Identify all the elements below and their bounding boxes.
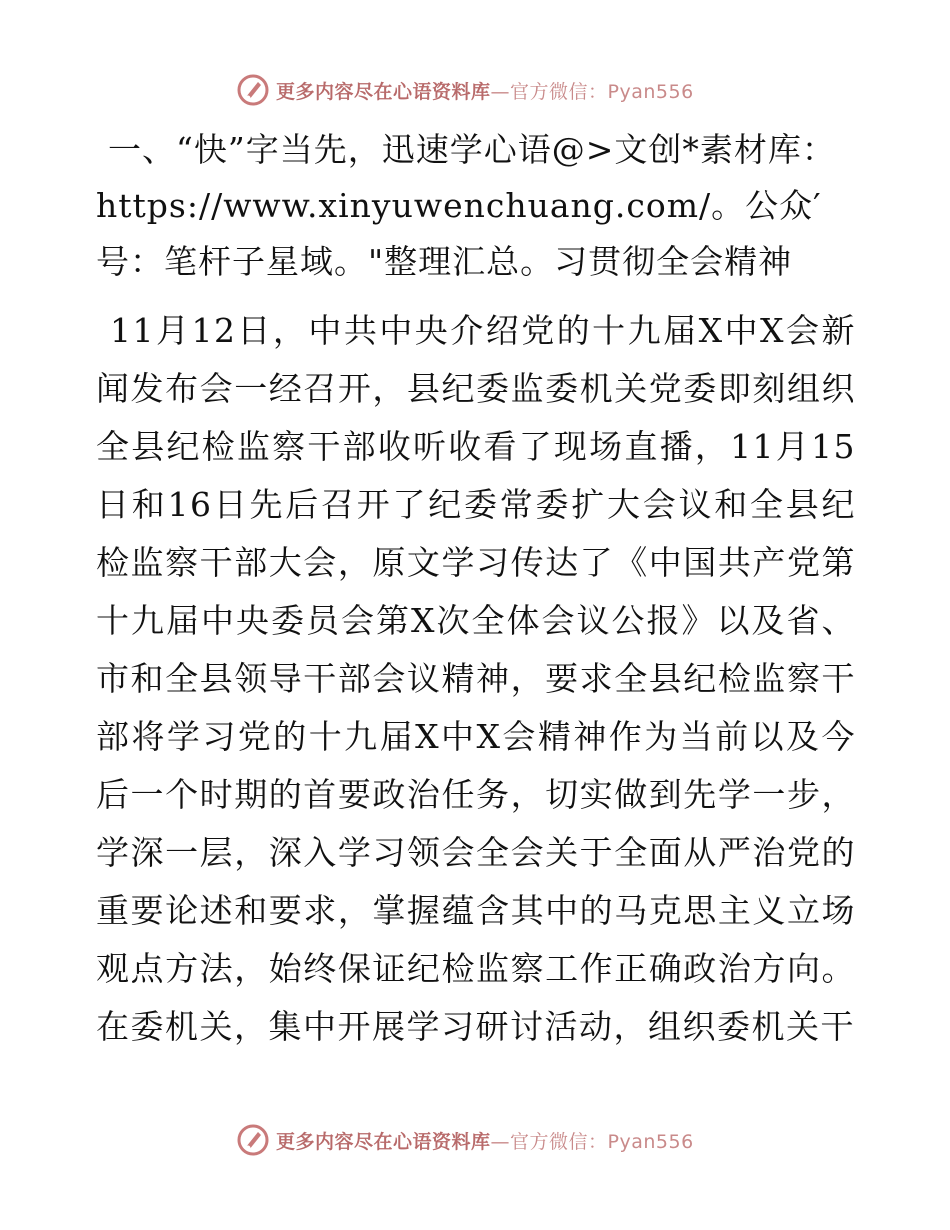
watermark-footer [236, 1120, 756, 1160]
watermark-text: 更多内容尽在心语资料库—官方微信：Pyan556 [276, 1130, 694, 1153]
pen-circle-logo-icon [236, 1123, 270, 1157]
pen-circle-logo-icon [236, 73, 270, 107]
watermark-header [236, 70, 756, 110]
section-heading: 一、“快”字当先，迅速学心语@>文创*素材库：https://www.xinyuwenchuang.com/。公众′号：笔杆子星域。"整理汇总。习贯彻全会精神 [96, 130, 836, 281]
watermark-text: 更多内容尽在心语资料库—官方微信：Pyan556 [276, 80, 694, 103]
document-body [96, 118, 856, 1056]
body-paragraph: 11月12日，中共中央介绍党的十九届X中X会新闻发布会一经召开，县纪委监委机关党委即刻组织全县纪检监察干部收听收看了现场直播，11月15日和16日先后召开了纪委常委扩大会议和全县纪检监察干部大会，原文学习传达了《中国共产党第十九届中央委员会第X次全体会议公报》以及省、市和全县领导干部会议精神，要求全县纪检监察干部将学习党的十九届X中X会精神作为当前以及今后一个时期的首要政治任务，切实做到先学一步，学深一层，深入学习领会全会关于全面从严治党的重要论述和要求，掌握蕴含其中的马克思主义立场观点方法，始终保证纪检监察工作正确政治方向。在委机关，集中开展学习研讨活动，组织委机关干 [96, 311, 856, 1046]
